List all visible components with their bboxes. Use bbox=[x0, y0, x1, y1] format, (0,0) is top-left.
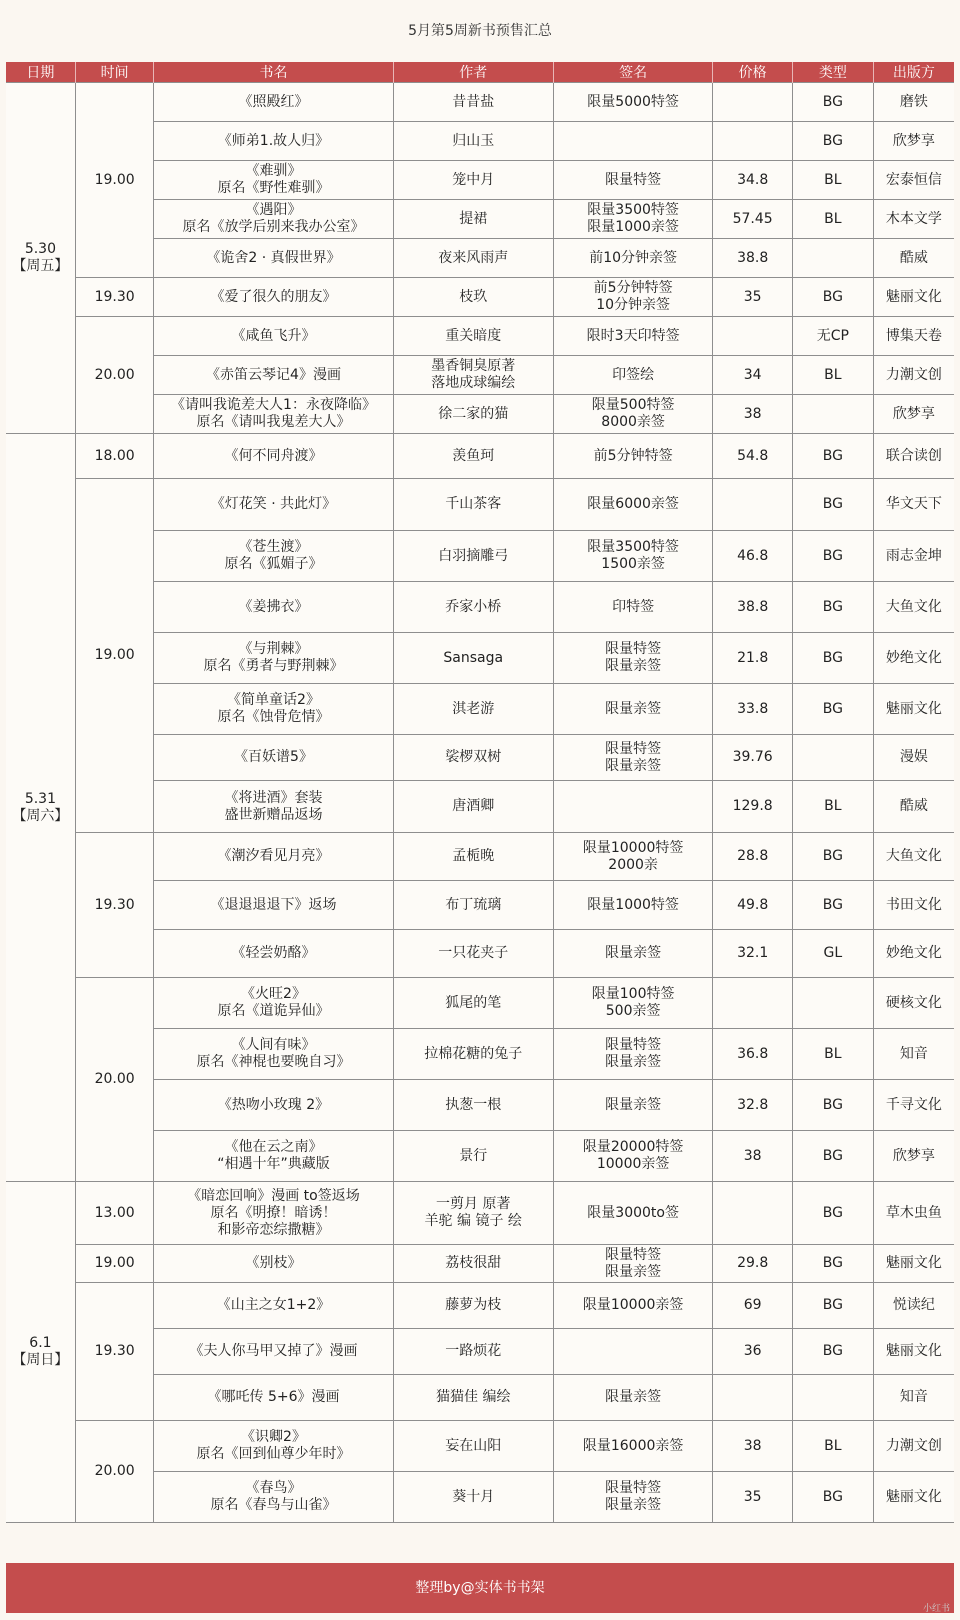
author-cell: 景行 bbox=[393, 1131, 553, 1182]
book-title-cell: 《赤笛云琴记4》漫画 bbox=[154, 356, 393, 395]
publisher-cell: 博集天卷 bbox=[873, 317, 954, 356]
author-cell: 昔昔盐 bbox=[393, 83, 553, 122]
type-cell: BG bbox=[793, 531, 874, 582]
time-cell: 19.00 bbox=[75, 479, 154, 833]
sign-cell: 限量亲签 bbox=[553, 1375, 712, 1421]
publisher-cell: 魅丽文化 bbox=[873, 278, 954, 317]
sign-cell: 前5分钟特签 10分钟亲签 bbox=[553, 278, 712, 317]
sign-cell: 印签绘 bbox=[553, 356, 712, 395]
publisher-cell: 华文天下 bbox=[873, 479, 954, 531]
author-cell: 一路烦花 bbox=[393, 1329, 553, 1375]
type-cell: BG bbox=[793, 833, 874, 881]
price-cell: 57.45 bbox=[713, 200, 793, 239]
publisher-cell: 联合读创 bbox=[873, 434, 954, 479]
type-cell: BG bbox=[793, 434, 874, 479]
price-cell bbox=[713, 978, 793, 1029]
type-cell bbox=[793, 395, 874, 434]
author-cell: 一剪月 原著 羊驼 编 镜子 绘 bbox=[393, 1182, 553, 1245]
author-cell: 妄在山阳 bbox=[393, 1421, 553, 1472]
sign-cell: 前5分钟特签 bbox=[553, 434, 712, 479]
type-cell bbox=[793, 735, 874, 781]
sign-cell: 限量3500特签 1500亲签 bbox=[553, 531, 712, 582]
sign-cell: 限量特签 限量亲签 bbox=[553, 1029, 712, 1080]
price-cell: 34 bbox=[713, 356, 793, 395]
book-title-cell: 《轻尝奶酪》 bbox=[154, 930, 393, 978]
publisher-cell: 硬核文化 bbox=[873, 978, 954, 1029]
author-cell: 藤萝为枝 bbox=[393, 1283, 553, 1329]
sign-cell: 限量16000亲签 bbox=[553, 1421, 712, 1472]
author-cell: 拉棉花糖的兔子 bbox=[393, 1029, 553, 1080]
price-cell: 39.76 bbox=[713, 735, 793, 781]
book-title-cell: 《遇阳》 原名《放学后别来我办公室》 bbox=[154, 200, 393, 239]
table-row bbox=[6, 479, 954, 531]
sign-cell: 限量6000亲签 bbox=[553, 479, 712, 531]
sign-cell: 限量20000特签 10000亲签 bbox=[553, 1131, 712, 1182]
table-row bbox=[6, 317, 954, 356]
book-title-cell: 《苍生渡》 原名《狐媚子》 bbox=[154, 531, 393, 582]
author-cell: 一只花夹子 bbox=[393, 930, 553, 978]
publisher-cell: 酷威 bbox=[873, 781, 954, 833]
price-cell: 38 bbox=[713, 1421, 793, 1472]
price-cell bbox=[713, 1375, 793, 1421]
price-cell: 69 bbox=[713, 1283, 793, 1329]
author-cell: 唐酒卿 bbox=[393, 781, 553, 833]
book-title-cell: 《照殿红》 bbox=[154, 83, 393, 122]
sign-cell: 限量特签 限量亲签 bbox=[553, 1245, 712, 1283]
publisher-cell: 悦读纪 bbox=[873, 1283, 954, 1329]
type-cell: BG bbox=[793, 684, 874, 735]
date-label: 5.30 bbox=[24, 241, 56, 257]
type-cell: BG bbox=[793, 1182, 874, 1245]
type-cell: BG bbox=[793, 1080, 874, 1131]
book-title-cell: 《将进酒》套装 盛世新赠品返场 bbox=[154, 781, 393, 833]
author-cell: 猫猫佳 编绘 bbox=[393, 1375, 553, 1421]
author-cell: 提裙 bbox=[393, 200, 553, 239]
sign-cell: 限量10000特签 2000亲 bbox=[553, 833, 712, 881]
price-cell: 36.8 bbox=[713, 1029, 793, 1080]
price-cell bbox=[713, 479, 793, 531]
price-cell: 29.8 bbox=[713, 1245, 793, 1283]
presale-table bbox=[6, 62, 954, 1523]
watermark: 小红书 bbox=[922, 1604, 950, 1614]
price-cell: 35 bbox=[713, 1472, 793, 1523]
author-cell: 羡鱼珂 bbox=[393, 434, 553, 479]
weekday-label: 【周六】 bbox=[12, 807, 69, 824]
price-cell: 34.8 bbox=[713, 161, 793, 200]
book-title-cell: 《暗恋回响》漫画 to签返场 原名《明撩！暗诱！ 和影帝恋综撒糖》 bbox=[154, 1182, 393, 1245]
book-title-cell: 《火旺2》 原名《道诡异仙》 bbox=[154, 978, 393, 1029]
publisher-cell: 草木虫鱼 bbox=[873, 1182, 954, 1245]
publisher-cell: 知音 bbox=[873, 1029, 954, 1080]
publisher-cell: 魅丽文化 bbox=[873, 1329, 954, 1375]
price-cell: 36 bbox=[713, 1329, 793, 1375]
footer-credit: 整理by@实体书书架 bbox=[6, 1563, 954, 1613]
type-cell: BL bbox=[793, 356, 874, 395]
header-time: 时间 bbox=[75, 62, 154, 83]
author-cell: 归山玉 bbox=[393, 122, 553, 161]
type-cell: BL bbox=[793, 200, 874, 239]
book-title-cell: 《他在云之南》 “相遇十年”典藏版 bbox=[154, 1131, 393, 1182]
time-cell: 19.30 bbox=[75, 1283, 154, 1421]
publisher-cell: 漫娱 bbox=[873, 735, 954, 781]
time-cell: 19.00 bbox=[75, 1245, 154, 1283]
date-cell bbox=[6, 83, 75, 434]
author-cell: 布丁琉璃 bbox=[393, 881, 553, 930]
publisher-cell: 磨铁 bbox=[873, 83, 954, 122]
author-cell: 夜来风雨声 bbox=[393, 239, 553, 278]
sign-cell: 限量特签 限量亲签 bbox=[553, 735, 712, 781]
price-cell: 21.8 bbox=[713, 633, 793, 684]
time-cell: 20.00 bbox=[75, 317, 154, 434]
book-title-cell: 《潮汐看见月亮》 bbox=[154, 833, 393, 881]
type-cell: BG bbox=[793, 122, 874, 161]
book-title-cell: 《请叫我诡差大人1：永夜降临》 原名《请叫我鬼差大人》 bbox=[154, 395, 393, 434]
price-cell: 54.8 bbox=[713, 434, 793, 479]
book-title-cell: 《咸鱼飞升》 bbox=[154, 317, 393, 356]
table-row bbox=[6, 434, 954, 479]
type-cell: BG bbox=[793, 1245, 874, 1283]
author-cell: 孟栀晚 bbox=[393, 833, 553, 881]
type-cell: GL bbox=[793, 930, 874, 978]
page-title: 5月第5周新书预售汇总 bbox=[408, 23, 552, 39]
date-label: 6.1 bbox=[29, 1335, 52, 1351]
publisher-cell: 力潮文创 bbox=[873, 356, 954, 395]
price-cell bbox=[713, 122, 793, 161]
type-cell: BG bbox=[793, 582, 874, 633]
publisher-cell: 酷威 bbox=[873, 239, 954, 278]
date-label: 5.31 bbox=[24, 790, 56, 807]
author-cell: 狐尾的笔 bbox=[393, 978, 553, 1029]
date-cell bbox=[6, 1182, 75, 1523]
author-cell: 葵十月 bbox=[393, 1472, 553, 1523]
table-row bbox=[6, 1182, 954, 1245]
time-cell: 18.00 bbox=[75, 434, 154, 479]
publisher-cell: 千寻文化 bbox=[873, 1080, 954, 1131]
author-cell: Sansaga bbox=[393, 633, 553, 684]
time-cell: 19.30 bbox=[75, 833, 154, 978]
price-cell: 32.1 bbox=[713, 930, 793, 978]
author-cell: 枝玖 bbox=[393, 278, 553, 317]
author-cell: 执葱一根 bbox=[393, 1080, 553, 1131]
time-cell: 13.00 bbox=[75, 1182, 154, 1245]
type-cell: BG bbox=[793, 1283, 874, 1329]
price-cell bbox=[713, 1182, 793, 1245]
sign-cell: 限量特签 bbox=[553, 161, 712, 200]
publisher-cell: 欣梦享 bbox=[873, 1131, 954, 1182]
publisher-cell: 宏泰恒信 bbox=[873, 161, 954, 200]
type-cell bbox=[793, 978, 874, 1029]
header-author: 作者 bbox=[393, 62, 553, 83]
price-cell: 38.8 bbox=[713, 239, 793, 278]
weekday-label: 【周五】 bbox=[12, 258, 69, 274]
publisher-cell: 魅丽文化 bbox=[873, 1245, 954, 1283]
sign-cell: 限量亲签 bbox=[553, 684, 712, 735]
publisher-cell: 书田文化 bbox=[873, 881, 954, 930]
table-row bbox=[6, 278, 954, 317]
type-cell bbox=[793, 239, 874, 278]
sign-cell bbox=[553, 781, 712, 833]
publisher-cell: 大鱼文化 bbox=[873, 833, 954, 881]
book-title-cell: 《与荆棘》 原名《勇者与野荆棘》 bbox=[154, 633, 393, 684]
book-title-cell: 《何不同舟渡》 bbox=[154, 434, 393, 479]
publisher-cell: 木本文学 bbox=[873, 200, 954, 239]
author-cell: 重关暗度 bbox=[393, 317, 553, 356]
header-sign: 签名 bbox=[553, 62, 712, 83]
header-publisher: 出版方 bbox=[873, 62, 954, 83]
sign-cell: 限量5000特签 bbox=[553, 83, 712, 122]
price-cell: 35 bbox=[713, 278, 793, 317]
price-cell: 49.8 bbox=[713, 881, 793, 930]
book-title-cell: 《姜拂衣》 bbox=[154, 582, 393, 633]
sign-cell bbox=[553, 1329, 712, 1375]
type-cell: BG bbox=[793, 83, 874, 122]
book-title-cell: 《师弟1.故人归》 bbox=[154, 122, 393, 161]
publisher-cell: 魅丽文化 bbox=[873, 684, 954, 735]
author-cell: 裟椤双树 bbox=[393, 735, 553, 781]
book-title-cell: 《哪吒传 5+6》漫画 bbox=[154, 1375, 393, 1421]
sign-cell: 限量特签 限量亲签 bbox=[553, 633, 712, 684]
type-cell: BL bbox=[793, 1421, 874, 1472]
publisher-cell: 妙绝文化 bbox=[873, 930, 954, 978]
header-price: 价格 bbox=[713, 62, 793, 83]
publisher-cell: 妙绝文化 bbox=[873, 633, 954, 684]
book-title-cell: 《简单童话2》 原名《蚀骨危情》 bbox=[154, 684, 393, 735]
author-cell: 千山茶客 bbox=[393, 479, 553, 531]
type-cell: BL bbox=[793, 781, 874, 833]
table-row bbox=[6, 83, 954, 122]
date-cell bbox=[6, 434, 75, 1182]
publisher-cell: 大鱼文化 bbox=[873, 582, 954, 633]
sign-cell: 限量亲签 bbox=[553, 930, 712, 978]
book-title-cell: 《热吻小玫瑰 2》 bbox=[154, 1080, 393, 1131]
publisher-cell: 魅丽文化 bbox=[873, 1472, 954, 1523]
book-title-cell: 《退退退退下》返场 bbox=[154, 881, 393, 930]
book-title-cell: 《别枝》 bbox=[154, 1245, 393, 1283]
book-title-cell: 《识卿2》 原名《回到仙尊少年时》 bbox=[154, 1421, 393, 1472]
price-cell bbox=[713, 83, 793, 122]
book-title-cell: 《诡舍2 · 真假世界》 bbox=[154, 239, 393, 278]
publisher-cell: 力潮文创 bbox=[873, 1421, 954, 1472]
book-title-cell: 《灯花笑 · 共此灯》 bbox=[154, 479, 393, 531]
header-date: 日期 bbox=[6, 62, 75, 83]
publisher-cell: 雨志金坤 bbox=[873, 531, 954, 582]
sign-cell: 限量3500特签 限量1000亲签 bbox=[553, 200, 712, 239]
price-cell: 38.8 bbox=[713, 582, 793, 633]
author-cell: 淇老游 bbox=[393, 684, 553, 735]
table-row bbox=[6, 833, 954, 881]
price-cell: 129.8 bbox=[713, 781, 793, 833]
price-cell: 46.8 bbox=[713, 531, 793, 582]
type-cell: BG bbox=[793, 1472, 874, 1523]
header-type: 类型 bbox=[793, 62, 874, 83]
sign-cell: 限量3000to签 bbox=[553, 1182, 712, 1245]
price-cell: 32.8 bbox=[713, 1080, 793, 1131]
type-cell bbox=[793, 1375, 874, 1421]
sign-cell: 限量500特签 8000亲签 bbox=[553, 395, 712, 434]
author-cell: 乔家小桥 bbox=[393, 582, 553, 633]
book-title-cell: 《夫人你马甲又掉了》漫画 bbox=[154, 1329, 393, 1375]
price-cell: 28.8 bbox=[713, 833, 793, 881]
table-row bbox=[6, 1421, 954, 1472]
time-cell: 19.00 bbox=[75, 83, 154, 278]
price-cell: 33.8 bbox=[713, 684, 793, 735]
sign-cell: 限量100特签 500亲签 bbox=[553, 978, 712, 1029]
header-row bbox=[6, 62, 954, 83]
type-cell: BL bbox=[793, 1029, 874, 1080]
sign-cell bbox=[553, 122, 712, 161]
author-cell: 白羽摘雕弓 bbox=[393, 531, 553, 582]
price-cell bbox=[713, 317, 793, 356]
book-title-cell: 《难驯》 原名《野性难驯》 bbox=[154, 161, 393, 200]
sign-cell: 限时3天印特签 bbox=[553, 317, 712, 356]
type-cell: BG bbox=[793, 278, 874, 317]
header-title: 书名 bbox=[154, 62, 393, 83]
table-row bbox=[6, 978, 954, 1029]
time-cell: 20.00 bbox=[75, 1421, 154, 1523]
sign-cell: 限量特签 限量亲签 bbox=[553, 1472, 712, 1523]
table-row bbox=[6, 1245, 954, 1283]
time-cell: 19.30 bbox=[75, 278, 154, 317]
type-cell: BG bbox=[793, 881, 874, 930]
sign-cell: 印特签 bbox=[553, 582, 712, 633]
book-title-cell: 《山主之女1+2》 bbox=[154, 1283, 393, 1329]
time-cell: 20.00 bbox=[75, 978, 154, 1182]
book-title-cell: 《百妖谱5》 bbox=[154, 735, 393, 781]
book-title-cell: 《春鸟》 原名《春鸟与山雀》 bbox=[154, 1472, 393, 1523]
type-cell: BG bbox=[793, 1131, 874, 1182]
table-row bbox=[6, 1283, 954, 1329]
author-cell: 墨香铜臭原著 落地成球编绘 bbox=[393, 356, 553, 395]
type-cell: BG bbox=[793, 479, 874, 531]
author-cell: 笼中月 bbox=[393, 161, 553, 200]
type-cell: 无CP bbox=[793, 317, 874, 356]
author-cell: 荔枝很甜 bbox=[393, 1245, 553, 1283]
type-cell: BL bbox=[793, 161, 874, 200]
type-cell: BG bbox=[793, 633, 874, 684]
type-cell: BG bbox=[793, 1329, 874, 1375]
price-cell: 38 bbox=[713, 395, 793, 434]
publisher-cell: 欣梦享 bbox=[873, 395, 954, 434]
publisher-cell: 欣梦享 bbox=[873, 122, 954, 161]
publisher-cell: 知音 bbox=[873, 1375, 954, 1421]
sign-cell: 前10分钟亲签 bbox=[553, 239, 712, 278]
book-title-cell: 《人间有味》 原名《神棍也要晚自习》 bbox=[154, 1029, 393, 1080]
author-cell: 徐二家的猫 bbox=[393, 395, 553, 434]
weekday-label: 【周日】 bbox=[12, 1352, 69, 1368]
sign-cell: 限量1000特签 bbox=[553, 881, 712, 930]
sign-cell: 限量亲签 bbox=[553, 1080, 712, 1131]
book-title-cell: 《爱了很久的朋友》 bbox=[154, 278, 393, 317]
price-cell: 38 bbox=[713, 1131, 793, 1182]
sign-cell: 限量10000亲签 bbox=[553, 1283, 712, 1329]
